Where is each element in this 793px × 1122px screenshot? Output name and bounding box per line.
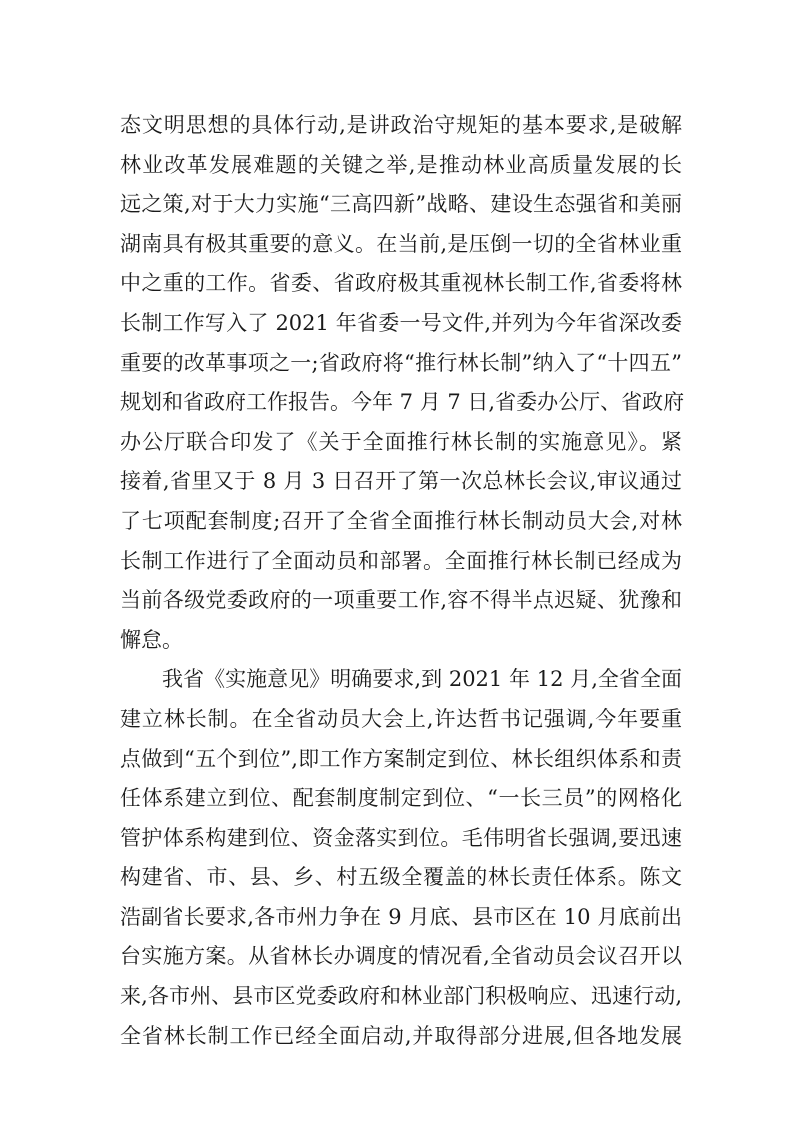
text-line: 长制工作写入了 2021 年省委一号文件,并列为今年省深改委 xyxy=(120,310,682,335)
document-page xyxy=(120,106,685,1056)
text-line: 长制工作进行了全面动员和部署。全面推行林长制已经成为 xyxy=(120,548,682,573)
text-line: 规划和省政府工作报告。今年 7 月 7 日,省委办公厅、省政府 xyxy=(120,390,685,415)
text-line: 管护体系构建到位、资金落实到位。毛伟明省长强调,要迅速 xyxy=(120,825,682,850)
text-line: 接着,省里又于 8 月 3 日召开了第一次总林长会议,审议通过 xyxy=(120,469,682,494)
paragraph-2 xyxy=(120,660,682,1056)
text-line: 办公厅联合印发了《关于全面推行林长制的实施意见》。紧 xyxy=(120,429,682,454)
text-line: 全省林长制工作已经全面启动,并取得部分进展,但各地发展 xyxy=(120,1023,682,1048)
text-line: 林业改革发展难题的关键之举,是推动林业高质量发展的长 xyxy=(120,152,682,177)
text-line: 点做到“五个到位”,即工作方案制定到位、林长组织体系和责 xyxy=(120,746,682,771)
text-line: 湖南具有极其重要的意义。在当前,是压倒一切的全省林业重 xyxy=(120,231,682,256)
text-line: 来,各市州、县市区党委政府和林业部门积极响应、迅速行动, xyxy=(120,984,682,1009)
text-line: 当前各级党委政府的一项重要工作,容不得半点迟疑、犹豫和 xyxy=(120,588,682,613)
text-line: 了七项配套制度;召开了全省全面推行林长制动员大会,对林 xyxy=(120,508,682,533)
text-line: 台实施方案。从省林长办调度的情况看,全省动员会议召开以 xyxy=(120,944,682,969)
text-line: 态文明思想的具体行动,是讲政治守规矩的基本要求,是破解 xyxy=(120,113,682,137)
text-line: 重要的改革事项之一;省政府将“推行林长制”纳入了“十四五” xyxy=(120,350,682,375)
text-line: 浩副省长要求,各市州力争在 9 月底、县市区在 10 月底前出 xyxy=(120,904,682,929)
text-line: 建立林长制。在全省动员大会上,许达哲书记强调,今年要重 xyxy=(120,706,682,731)
text-line: 远之策,对于大力实施“三高四新”战略、建设生态强省和美丽 xyxy=(120,192,682,217)
text-line: 任体系建立到位、配套制度制定到位、“一长三员”的网格化 xyxy=(120,786,682,811)
text-line: 懈怠。 xyxy=(120,627,183,652)
paragraph-1 xyxy=(120,106,685,660)
text-line: 构建省、市、县、乡、村五级全覆盖的林长责任体系。陈文 xyxy=(120,865,682,890)
text-line: 我省《实施意见》明确要求,到 2021 年 12 月,全省全面 xyxy=(162,667,682,692)
text-line: 中之重的工作。省委、省政府极其重视林长制工作,省委将林 xyxy=(120,271,682,296)
